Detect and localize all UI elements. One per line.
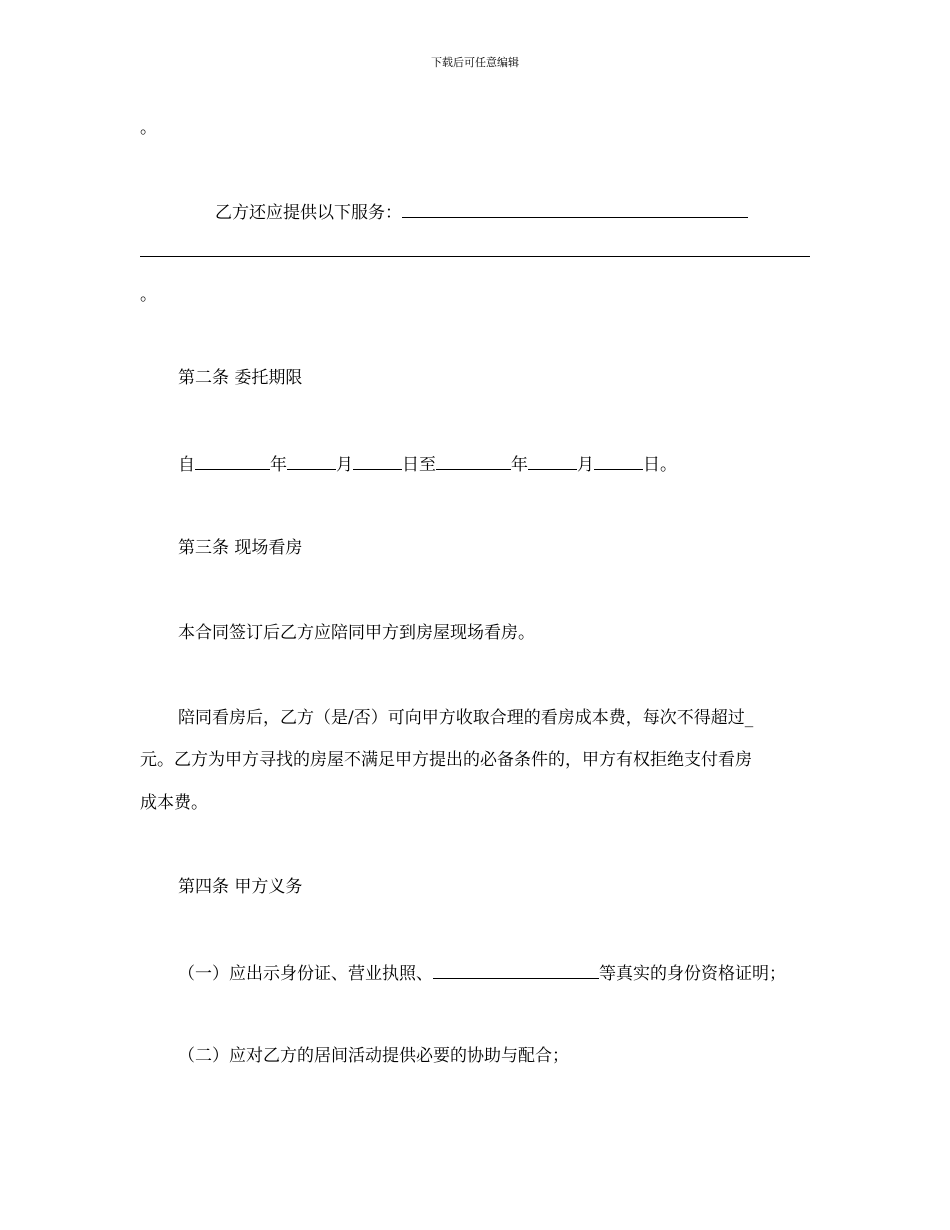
end-year-blank[interactable]: [436, 452, 511, 470]
article3-paragraph-2-line-2: 元。乙方为甲方寻找的房屋不满足甲方提出的必备条件的，甲方有权拒绝支付看房: [140, 750, 752, 770]
day-to-label: 日至: [402, 455, 436, 475]
services-label: 乙方还应提供以下服务：: [215, 203, 402, 223]
start-month-blank[interactable]: [287, 452, 336, 470]
article3-paragraph-2-line-3: 成本费。: [140, 793, 208, 813]
date-range-line: [178, 452, 677, 476]
day-end-label: 日。: [643, 455, 677, 475]
article2-title: 第二条 委托期限: [178, 368, 303, 388]
period-mark: 。: [140, 285, 157, 305]
year-label: 年: [511, 455, 528, 475]
month-label: 月: [577, 455, 594, 475]
end-month-blank[interactable]: [528, 452, 577, 470]
article4-title: 第四条 甲方义务: [178, 877, 303, 897]
item1-text-a: （一）应出示身份证、营业执照、: [178, 964, 433, 984]
article4-item-1: [178, 961, 786, 985]
article3-paragraph-2-line-1: 陪同看房后，乙方（是/否）可向甲方收取合理的看房成本费，每次不得超过_: [178, 708, 754, 728]
page-header: 下载后可任意编辑: [431, 56, 519, 69]
start-day-blank[interactable]: [353, 452, 402, 470]
article4-item-2: （二）应对乙方的居间活动提供必要的协助与配合；: [178, 1046, 569, 1066]
services-line: [215, 200, 748, 224]
period-mark: 。: [140, 118, 157, 138]
services-blank[interactable]: [402, 200, 748, 218]
item1-text-b: 等真实的身份资格证明；: [599, 964, 786, 984]
article3-paragraph-1: 本合同签订后乙方应陪同甲方到房屋现场看房。: [178, 623, 535, 643]
end-day-blank[interactable]: [594, 452, 643, 470]
month-label: 月: [336, 455, 353, 475]
start-year-blank[interactable]: [195, 452, 270, 470]
date-from-label: 自: [178, 455, 195, 475]
article3-title: 第三条 现场看房: [178, 538, 303, 558]
year-label: 年: [270, 455, 287, 475]
identity-document-blank[interactable]: [433, 961, 599, 979]
services-blank-continued[interactable]: [140, 256, 810, 257]
